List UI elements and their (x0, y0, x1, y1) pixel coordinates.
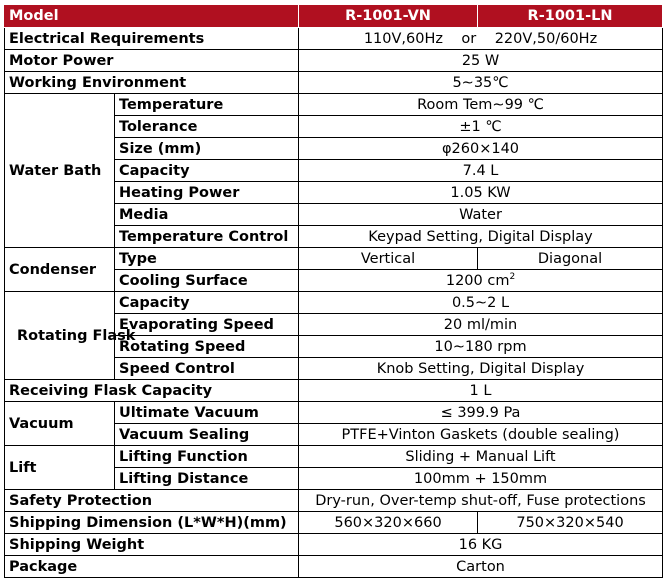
vacuum-item-value: PTFE+Vinton Gaskets (double sealing) (299, 424, 663, 446)
spec-table (4, 4, 663, 578)
motor-label: Motor Power (5, 50, 299, 72)
table-row (5, 556, 663, 578)
receiving-value: 1 L (299, 380, 663, 402)
lift-item-value: Sliding + Manual Lift (299, 446, 663, 468)
water-bath-item-value: 1.05 KW (299, 182, 663, 204)
table-row (5, 402, 663, 424)
water-bath-item-label: Size (mm) (115, 138, 299, 160)
water-bath-group: Water Bath (5, 94, 115, 248)
vacuum-item-value: ≤ 399.9 Pa (299, 402, 663, 424)
rotating-flask-item-value: 10∼180 rpm (299, 336, 663, 358)
table-row (5, 292, 663, 314)
water-bath-item-value: φ260×140 (299, 138, 663, 160)
condenser-type-ln: Diagonal (478, 248, 663, 270)
condenser-type-label: Type (115, 248, 299, 270)
water-bath-item-value: Water (299, 204, 663, 226)
electrical-label: Electrical Requirements (5, 28, 299, 50)
receiving-label: Receiving Flask Capacity (5, 380, 299, 402)
table-row (5, 490, 663, 512)
water-bath-item-label: Capacity (115, 160, 299, 182)
table-row (5, 446, 663, 468)
rotating-flask-group: Rotating Flask (5, 292, 115, 380)
lift-item-label: Lifting Function (115, 446, 299, 468)
cooling-surface-label: Cooling Surface (115, 270, 299, 292)
working-env-label: Working Environment (5, 72, 299, 94)
water-bath-item-label: Tolerance (115, 116, 299, 138)
water-bath-item-label: Temperature Control (115, 226, 299, 248)
model-header: Model (5, 5, 299, 28)
model-vn-header: R-1001-VN (299, 5, 478, 28)
table-row (5, 534, 663, 556)
shipping-dim-label: Shipping Dimension (L*W*H)(mm) (5, 512, 299, 534)
table-row (5, 380, 663, 402)
condenser-type-vn: Vertical (299, 248, 478, 270)
water-bath-item-label: Temperature (115, 94, 299, 116)
cooling-surface-unit-exp: 2 (509, 271, 516, 282)
rotating-flask-item-value: 0.5∼2 L (299, 292, 663, 314)
working-env-value: 5∼35℃ (299, 72, 663, 94)
model-ln-header: R-1001-LN (478, 5, 663, 28)
lift-group: Lift (5, 446, 115, 490)
safety-label: Safety Protection (5, 490, 299, 512)
rotating-flask-item-label: Capacity (115, 292, 299, 314)
shipping-dim-vn: 560×320×660 (299, 512, 478, 534)
water-bath-item-value: ±1 ℃ (299, 116, 663, 138)
safety-value: Dry-run, Over-temp shut-off, Fuse protections (299, 490, 663, 512)
lift-item-label: Lifting Distance (115, 468, 299, 490)
water-bath-item-value: Keypad Setting, Digital Display (299, 226, 663, 248)
vacuum-item-label: Vacuum Sealing (115, 424, 299, 446)
package-label: Package (5, 556, 299, 578)
table-row (5, 28, 663, 50)
rotating-flask-item-label: Evaporating Speed (115, 314, 299, 336)
table-row (5, 512, 663, 534)
water-bath-item-value: Room Tem∼99 ℃ (299, 94, 663, 116)
shipping-weight-label: Shipping Weight (5, 534, 299, 556)
rotating-flask-item-label: Rotating Speed (115, 336, 299, 358)
lift-item-value: 100mm + 150mm (299, 468, 663, 490)
shipping-weight-value: 16 KG (299, 534, 663, 556)
table-row (5, 72, 663, 94)
rotating-flask-item-label: Speed Control (115, 358, 299, 380)
water-bath-item-value: 7.4 L (299, 160, 663, 182)
vacuum-group: Vacuum (5, 402, 115, 446)
electrical-value: 110V,60Hz or 220V,50/60Hz (299, 28, 663, 50)
shipping-dim-ln: 750×320×540 (478, 512, 663, 534)
vacuum-item-label: Ultimate Vacuum (115, 402, 299, 424)
table-row (5, 248, 663, 270)
table-row (5, 94, 663, 116)
water-bath-item-label: Media (115, 204, 299, 226)
rotating-flask-item-value: Knob Setting, Digital Display (299, 358, 663, 380)
condenser-group: Condenser (5, 248, 115, 292)
package-value: Carton (299, 556, 663, 578)
rotating-flask-item-value: 20 ml/min (299, 314, 663, 336)
table-row (5, 50, 663, 72)
water-bath-item-label: Heating Power (115, 182, 299, 204)
cooling-surface-value (299, 270, 663, 292)
header-row (5, 5, 663, 28)
cooling-surface-number: 1200 cm (445, 272, 510, 289)
motor-value: 25 W (299, 50, 663, 72)
